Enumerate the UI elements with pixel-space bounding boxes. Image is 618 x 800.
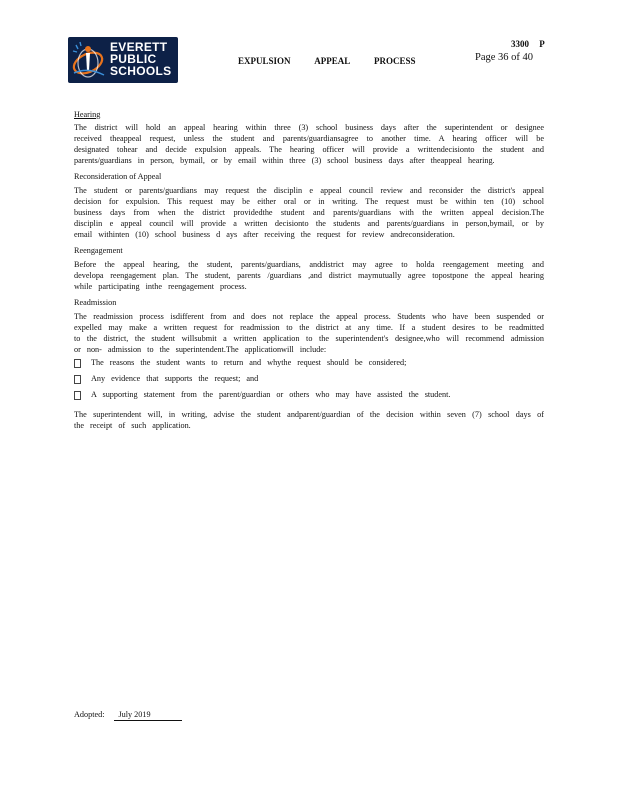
list-item: Any evidence that supports the request; and — [74, 373, 544, 389]
section-heading-hearing: Hearing — [74, 110, 101, 119]
logo-text-line3: SCHOOLS — [110, 64, 172, 78]
section-text-hearing: The district will hold an appeal hearing within three (3) school business days after the superintendent or designee received theappeal request, unless the student and parents/guardiansagree to another time. A hearing officer will be designated tohear and decide expulsion appeals. The hearing officer will provide a writtendecisionto the student and parents/guardians in person, bymail, or by email within three (3) school business days after theappeal hearing. — [74, 123, 544, 165]
list-item: A supporting statement from the parent/guardian or others who may have assisted the student. — [74, 389, 544, 405]
section-text-reconsideration: The student or parents/guardians may request the disciplin e appeal council review and reconsider the district's appeal decision for expulsion. This request may be either oral or in writing. The request must be within ten (10) school business days from when the district providedthe student and parents/guardians with the written appeal decision.The disciplin e appeal council will provide a written decisionto the students and parents/guardians in person,bymail, or by email withinten (10) school business d ays after receiving the request for review andreconsideration. — [74, 186, 544, 239]
section-text-reengagement: Before the appeal hearing, the student, parents/guardians, anddistrict may agree to holda reengagement meeting and developa reengagement plan. The student, parents /guardians ,and district maymutually agree topostpone the appeal hearing while participating inthe reengagement process. — [74, 260, 544, 291]
document-body — [74, 109, 544, 431]
section-heading-reconsideration: Reconsideration of Appeal — [74, 172, 162, 181]
adoption-date — [74, 710, 182, 721]
document-title: EXPULSION APPEAL PROCESS — [238, 56, 416, 66]
logo-text-line1: EVERETT — [110, 40, 168, 54]
section-heading-readmission: Readmission — [74, 298, 117, 307]
policy-number: 3300 P — [511, 39, 545, 49]
adopted-value: July 2019 — [114, 710, 182, 721]
bullet-icon — [74, 391, 81, 400]
list-item: The reasons the student wants to return and whythe request should be considered; — [74, 357, 544, 373]
section-heading-reengagement: Reengagement — [74, 246, 123, 255]
bullet-icon — [74, 375, 81, 384]
bullet-icon — [74, 359, 81, 368]
district-logo — [68, 37, 178, 83]
section-text-readmission: The readmission process isdifferent from and does not replace the appeal process. Students who have been suspended or expelled may make a written request for readmission to the district at any time. If a student desires to be readmitted to the district, the student willsubmit a written application to the superintendent's designee,who will recommend admission or non- admission to the superintendent.The applicationwill include: — [74, 312, 544, 354]
closing-paragraph: The superintendent will, in writing, advise the student andparent/guardian of the decision within seven (7) school days of the receipt of such application. — [74, 410, 544, 430]
readmission-requirements-list — [74, 357, 544, 405]
adopted-label: Adopted: — [74, 710, 105, 719]
page-number: Page 36 of 40 — [475, 52, 534, 63]
logo-text-line2: PUBLIC — [110, 52, 157, 66]
